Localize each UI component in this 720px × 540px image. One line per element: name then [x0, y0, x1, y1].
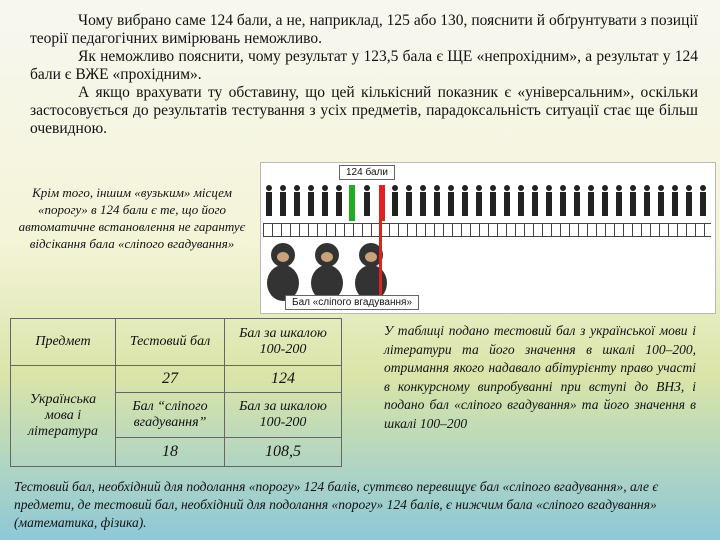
paragraph-1: Чому вибрано саме 124 бали, а не, наприклад, 125 або 130, пояснити й обґрунтувати з позиції теорії педагогічних вимірювань неможливо. [30, 12, 698, 47]
people-row-icon [263, 183, 711, 217]
threshold-note: Крім того, іншим «вузьким» місцем «порогу» в 124 бали є те, що його автоматичне встановлення не гарантує відсікання бала «сліпого вгадування» [18, 185, 246, 251]
score-label: 124 бали [339, 165, 395, 180]
conclusion-text: Тестовий бал, необхідний для подолання «порогу» 124 балів, суттєво перевищує бал «сліпого вгадування», але є предмети, де тестовий бал, необхідний для подолання «порогу» 124 балів, є нижчим бала «сліпого вгадування» (математика, фізика). [14, 479, 659, 530]
intro-text [30, 12, 698, 138]
paragraph-3: А якщо врахувати ту обставину, що цей кількісний показник є «універсальним», оскільки застосовується до результатів тестування з усіх предметів, парадоксальність ситуації стає ще більш очевидною. [30, 84, 698, 137]
score-ruler [263, 223, 711, 237]
scale-score-value: 124 [225, 366, 342, 393]
paragraph-2: Як неможливо пояснити, чому результат у 123,5 бала є ЩЕ «непрохідним», а результат у 124 бали є ВЖЕ «прохідним». [30, 48, 698, 83]
monkeys-icon [263, 237, 403, 303]
guessing-score-value: 18 [116, 438, 225, 467]
scores-table [10, 318, 342, 467]
threshold-illustration [260, 162, 716, 314]
guessing-header: Бал “сліпого вгадування” [116, 393, 225, 438]
guessing-label: Бал «сліпого вгадування» [285, 295, 419, 310]
table-explanation: У таблиці подано тестовий бал з української мови і літератури та його значення в шкалі 100–200, отримання якого надавало абітурієнту право участі в конкурсному випробуванні при вступі до ВНЗ, і подано бал «сліпого вгадування» та його значення в шкалі 100–200 [384, 323, 696, 431]
test-score-value: 27 [116, 366, 225, 393]
pass-marker [349, 185, 355, 221]
guessing-line [379, 197, 382, 305]
table-row [11, 366, 342, 393]
guessing-scale-header: Бал за шкалою 100-200 [225, 393, 342, 438]
header-test-score: Тестовий бал [116, 319, 225, 366]
header-scale-score: Бал за шкалою 100-200 [225, 319, 342, 366]
table-row [11, 319, 342, 366]
guessing-scale-value: 108,5 [225, 438, 342, 467]
header-subject: Предмет [11, 319, 116, 366]
subject-cell: Українська мова і література [11, 366, 116, 467]
